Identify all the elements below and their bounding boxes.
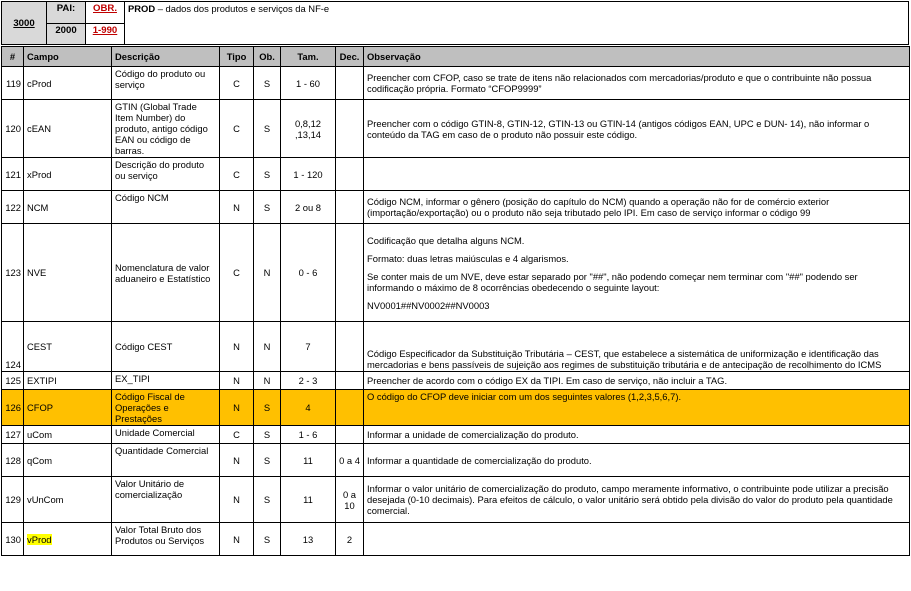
field-required: S	[254, 158, 281, 191]
field-required: S	[254, 191, 281, 224]
row-number: 122	[2, 191, 24, 224]
observation-paragraph: O código do CFOP deve iniciar com um dos seguintes valores (1,2,3,5,6,7).	[367, 391, 682, 402]
row-number: 130	[2, 523, 24, 556]
field-type: C	[220, 158, 254, 191]
field-decimals	[336, 322, 364, 372]
table-row	[2, 444, 910, 477]
table-row	[2, 67, 910, 100]
field-decimals	[336, 158, 364, 191]
field-name-text: vUnCom	[27, 494, 64, 505]
field-type: N	[220, 477, 254, 523]
col-header-dec: Dec.	[336, 47, 364, 67]
field-description: Código NCM	[112, 191, 220, 224]
field-required: S	[254, 523, 281, 556]
field-size: 13	[281, 523, 336, 556]
field-observation	[364, 67, 910, 100]
field-decimals: 2	[336, 523, 364, 556]
row-number: 125	[2, 372, 24, 390]
observation-paragraph: Preencher de acordo com o código EX da TIPI. Em caso de serviço, não incluir a TAG.	[367, 375, 728, 386]
row-number: 128	[2, 444, 24, 477]
field-size: 11	[281, 444, 336, 477]
field-observation	[364, 100, 910, 158]
observation-paragraph: Preencher com o código GTIN-8, GTIN-12, GTIN-13 ou GTIN-14 (antigos códigos EAN, UPC e DUN- 14), não informar o conteúdo da TAG em caso de o produto não possuir este código.	[367, 117, 870, 140]
field-decimals	[336, 390, 364, 426]
field-name-text: CEST	[27, 341, 53, 352]
row-number: 129	[2, 477, 24, 523]
field-size: 11	[281, 477, 336, 523]
field-description: Valor Unitário de comercialização	[112, 477, 220, 523]
field-type: N	[220, 322, 254, 372]
field-type: N	[220, 390, 254, 426]
field-decimals	[336, 372, 364, 390]
fields-table	[1, 46, 910, 556]
field-observation	[364, 523, 910, 556]
table-row	[2, 523, 910, 556]
table-row	[2, 158, 910, 191]
field-description: EX_TIPI	[112, 372, 220, 390]
field-name-text: cProd	[27, 77, 52, 89]
field-name	[24, 477, 112, 523]
row-number: 121	[2, 158, 24, 191]
record-header	[1, 1, 909, 45]
field-name	[24, 444, 112, 477]
observation-paragraph: Informar a quantidade de comercialização do produto.	[367, 454, 592, 466]
field-decimals	[336, 426, 364, 444]
observation-paragraph: Código NCM, informar o gênero (posição do capítulo do NCM) quando a operação não for de comércio exterior (importação/exportação) ou o produto não seja tributado pelo IPI. Em caso de serviço informar o código 99	[367, 196, 830, 218]
observation-paragraph: NV0001##NV0002##NV0003	[367, 299, 490, 311]
field-observation	[364, 426, 910, 444]
observation-paragraph: Código Especificador da Substituição Tributária – CEST, que estabelece a sistemática de uniformização e identificação das mercadorias e bens passíveis de sujeição aos regimes de substituição tributária e de antecipação de recolhimento do ICMS	[367, 348, 882, 370]
field-name	[24, 67, 112, 100]
field-required: S	[254, 100, 281, 158]
table-row	[2, 426, 910, 444]
field-description: Nomenclatura de valor aduaneiro e Estatístico	[112, 224, 220, 322]
field-name-text: uCom	[27, 429, 53, 440]
field-size: 2 - 3	[281, 372, 336, 390]
field-required: S	[254, 67, 281, 100]
record-code: 3000	[2, 2, 47, 45]
field-name	[24, 390, 112, 426]
row-number: 124	[2, 322, 24, 372]
obr-label: OBR.	[86, 2, 125, 24]
field-name-text: cEAN	[27, 123, 51, 134]
field-size: 1 - 120	[281, 158, 336, 191]
field-observation	[364, 477, 910, 523]
field-size: 0,8,12 ,13,14	[281, 100, 336, 158]
field-decimals	[336, 67, 364, 100]
field-type: N	[220, 444, 254, 477]
row-number: 123	[2, 224, 24, 322]
row-number: 127	[2, 426, 24, 444]
record-title	[125, 2, 909, 45]
row-number: 120	[2, 100, 24, 158]
field-name-text: NCM	[27, 201, 49, 213]
field-observation	[364, 390, 910, 426]
observation-paragraph: Informar o valor unitário de comercialização do produto, campo meramente informativo, o contribuinte pode utilizar a precisão desejada (0-10 decimais). Para efeitos de cálculo, o valor unitário será obtido pela divisão do valor do produto pela quantidade comercial.	[367, 483, 893, 516]
field-type: N	[220, 191, 254, 224]
field-description: Descrição do produto ou serviço	[112, 158, 220, 191]
table-row	[2, 191, 910, 224]
field-observation	[364, 322, 910, 372]
table-row	[2, 224, 910, 322]
field-decimals	[336, 191, 364, 224]
field-name	[24, 523, 112, 556]
field-observation	[364, 191, 910, 224]
table-header-row	[2, 47, 910, 67]
col-header-campo: Campo	[24, 47, 112, 67]
field-observation	[364, 372, 910, 390]
observation-paragraph: Codificação que detalha alguns NCM.	[367, 234, 525, 246]
field-name	[24, 426, 112, 444]
field-required: S	[254, 444, 281, 477]
field-decimals	[336, 100, 364, 158]
field-decimals: 0 a 10	[336, 477, 364, 523]
field-required: N	[254, 224, 281, 322]
field-type: C	[220, 67, 254, 100]
row-number: 119	[2, 67, 24, 100]
field-type: N	[220, 523, 254, 556]
field-type: C	[220, 100, 254, 158]
field-description: Código do produto ou serviço	[112, 67, 220, 100]
field-description: Código CEST	[112, 322, 220, 372]
field-name	[24, 158, 112, 191]
field-name	[24, 322, 112, 372]
pai-value: 2000	[47, 23, 86, 45]
col-header-tipo: Tipo	[220, 47, 254, 67]
field-type: N	[220, 372, 254, 390]
field-required: S	[254, 390, 281, 426]
field-decimals: 0 a 4	[336, 444, 364, 477]
col-header-tam: Tam.	[281, 47, 336, 67]
table-row	[2, 390, 910, 426]
field-required: N	[254, 372, 281, 390]
field-size: 1 - 6	[281, 426, 336, 444]
field-name-text: vProd	[27, 533, 52, 545]
field-size: 2 ou 8	[281, 191, 336, 224]
row-number: 126	[2, 390, 24, 426]
obr-value: 1-990	[86, 23, 125, 45]
field-name-text: qCom	[27, 454, 53, 466]
field-required: S	[254, 477, 281, 523]
col-header-num: #	[2, 47, 24, 67]
field-description: Valor Total Bruto dos Produtos ou Serviços	[112, 523, 220, 556]
observation-paragraph: Preencher com CFOP, caso se trate de itens não relacionados com mercadorias/produto e que o contribuinte não possua codificação própria. Formato “CFOP9999”	[367, 72, 872, 94]
field-name-text: NVE	[27, 267, 47, 278]
field-size: 0 - 6	[281, 224, 336, 322]
field-name-text: CFOP	[27, 402, 54, 413]
field-description: Quantidade Comercial	[112, 444, 220, 477]
col-header-descricao: Descrição	[112, 47, 220, 67]
col-header-ob: Ob.	[254, 47, 281, 67]
field-name	[24, 191, 112, 224]
table-row	[2, 322, 910, 372]
field-name	[24, 224, 112, 322]
field-name	[24, 100, 112, 158]
field-observation	[364, 158, 910, 191]
pai-label: PAI:	[47, 2, 86, 24]
field-name-text: EXTIPI	[27, 375, 57, 386]
col-header-observacao: Observação	[364, 47, 910, 67]
record-title-text: – dados dos produtos e serviços da NF-e	[155, 3, 330, 14]
observation-paragraph: Formato: duas letras maiúsculas e 4 algarismos.	[367, 252, 569, 264]
field-name	[24, 372, 112, 390]
field-size: 7	[281, 322, 336, 372]
field-description: Unidade Comercial	[112, 426, 220, 444]
field-name-text: xProd	[27, 168, 52, 180]
table-row	[2, 100, 910, 158]
field-description: GTIN (Global Trade Item Number) do produto, antigo código EAN ou código de barras.	[112, 100, 220, 158]
field-description: Código Fiscal de Operações e Prestações	[112, 390, 220, 426]
field-type: C	[220, 224, 254, 322]
table-row	[2, 477, 910, 523]
observation-paragraph: Informar a unidade de comercialização do produto.	[367, 429, 579, 440]
field-decimals	[336, 224, 364, 322]
field-observation	[364, 224, 910, 322]
field-observation	[364, 444, 910, 477]
field-type: C	[220, 426, 254, 444]
record-title-bold: PROD	[128, 3, 156, 14]
field-required: S	[254, 426, 281, 444]
field-size: 4	[281, 390, 336, 426]
field-size: 1 - 60	[281, 67, 336, 100]
field-required: N	[254, 322, 281, 372]
table-row	[2, 372, 910, 390]
observation-paragraph: Se conter mais de um NVE, deve estar separado por "##", não podendo começar nem terminar com "##" podendo ser informando o máximo de 8 ocorrências obedecendo o seguinte layout:	[367, 270, 858, 293]
